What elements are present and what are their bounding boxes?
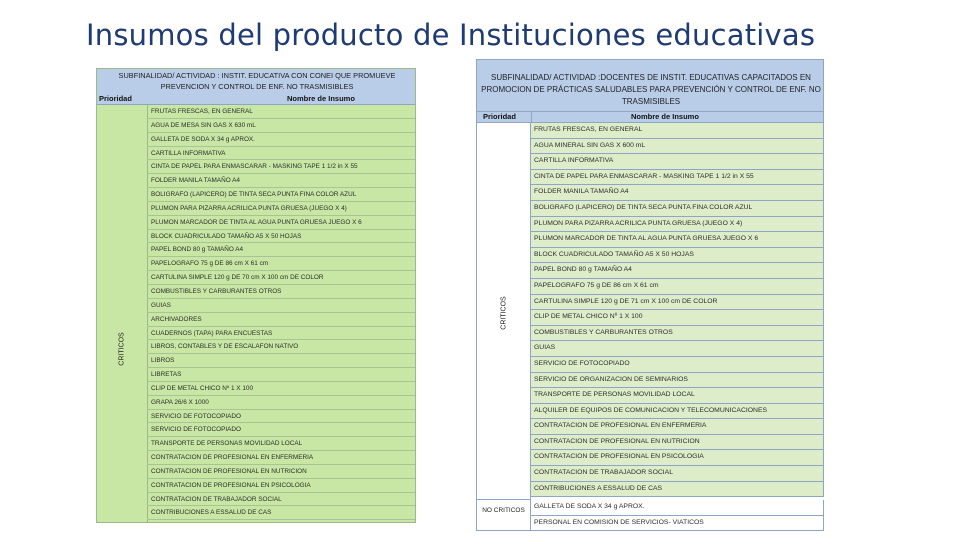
table-row: CUADERNOS (TAPA) PARA ENCUESTAS (147, 327, 415, 341)
right-insumos-table (476, 59, 824, 531)
table-row: COMBUSTIBLES Y CARBURANTES OTROS (530, 326, 824, 342)
table-row: CONTRATACION DE PROFESIONAL EN PSICOLOGIA (530, 450, 824, 466)
table-row: GALLETA DE SODA X 34 g APROX. (147, 133, 415, 147)
table-row: BLOCK CUADRICULADO TAMAÑO A5 X 50 HOJAS (147, 230, 415, 244)
left-priority-cell (97, 105, 148, 522)
right-priority-noncritical-cell (476, 500, 531, 531)
table-row: LIBROS (147, 354, 415, 368)
table-row: AGUA DE MESA SIN GAS X 630 mL (147, 119, 415, 133)
left-priority-label: CRITICOS (118, 332, 126, 366)
table-row: TRANSPORTE DE PERSONAS MOVILIDAD LOCAL (147, 437, 415, 451)
table-row: CLIP DE METAL CHICO Nº 1 X 100 (530, 310, 824, 326)
table-row: PAPELOGRAFO 75 g DE 86 cm X 61 cm (530, 279, 824, 295)
right-noncritical-rows (530, 500, 824, 531)
table-row: SERVICIO DE FOTOCOPIADO (147, 423, 415, 437)
table-row: PLUMON MARCADOR DE TINTA AL AGUA PUNTA GRUESA JUEGO X 6 (530, 232, 824, 248)
table-row: FRUTAS FRESCAS, EN GENERAL (530, 123, 824, 139)
table-row: CARTULINA SIMPLE 120 g DE 70 cm X 100 cm DE COLOR (147, 271, 415, 285)
table-row: SERVICIO DE ORGANIZACION DE SEMINARIOS (530, 373, 824, 389)
right-critical-rows (530, 123, 824, 497)
right-priority-critical-cell (476, 123, 531, 500)
table-row: CONTRIBUCIONES A ESSALUD DE CAS (530, 482, 824, 498)
right-table-header-title: SUBFINALIDAD/ ACTIVIDAD :DOCENTES DE INSTIT. EDUCATIVAS CAPACITADOS EN PROMOCION DE PRÁCTICAS SALUDABLES PARA PREVENCIÓN Y CONTROL DE ENF. NO TRASMISIBLES (481, 73, 821, 106)
table-row: CINTA DE PAPEL PARA ENMASCARAR - MASKING TAPE 1 1/2 in X 55 (530, 170, 824, 186)
table-row: CARTULINA SIMPLE 120 g DE 71 cm X 100 cm DE COLOR (530, 295, 824, 311)
table-row: TRANSPORTE DE PERSONAS MOVILIDAD LOCAL (530, 388, 824, 404)
table-row: SERVICIO DE FOTOCOPIADO (530, 357, 824, 373)
table-row: PAPELOGRAFO 75 g DE 86 cm X 61 cm (147, 257, 415, 271)
table-row: LIBRETAS (147, 368, 415, 382)
table-row: COMBUSTIBLES Y CARBURANTES OTROS (147, 285, 415, 299)
table-row: PAPEL BOND 80 g TAMAÑO A4 (147, 243, 415, 257)
table-row: GUIAS (530, 341, 824, 357)
table-row: GUIAS (147, 299, 415, 313)
table-row: BOLIGRAFO (LAPICERO) DE TINTA SECA PUNTA FINA COLOR AZUL (530, 201, 824, 217)
left-col-name: Nombre de Insumo (287, 94, 355, 103)
right-column-header (476, 112, 824, 123)
table-row: CARTILLA INFORMATIVA (530, 154, 824, 170)
left-insumos-table (96, 68, 416, 523)
table-row: FOLDER MANILA TAMAÑO A4 (147, 174, 415, 188)
table-row: BLOCK CUADRICULADO TAMAÑO A5 X 50 HOJAS (530, 248, 824, 264)
table-row: PLUMON PARA PIZARRA ACRILICA PUNTA GRUESA (JUEGO X 4) (147, 202, 415, 216)
table-row: CONTRATACION DE PROFESIONAL EN ENFERMERIA (147, 451, 415, 465)
right-col-priority: Prioridad (483, 112, 516, 121)
table-row: PAPEL BOND 80 g TAMAÑO A4 (530, 263, 824, 279)
table-row: ALQUILER DE EQUIPOS DE COMUNICACION Y TELECOMUNICACIONES (530, 404, 824, 420)
table-row: FOLDER MANILA TAMAÑO A4 (530, 185, 824, 201)
table-row: CONTRATACION DE PROFESIONAL EN ENFERMERIA (530, 419, 824, 435)
table-row: PERSONAL EN COMISION DE SERVICIOS- VIATICOS (530, 516, 824, 532)
table-row: LIBROS, CONTABLES Y DE ESCALAFON NATIVO (147, 340, 415, 354)
right-table-header (476, 59, 824, 112)
table-row: PLUMON MARCADOR DE TINTA AL AGUA PUNTA GRUESA JUEGO X 6 (147, 216, 415, 230)
table-row: CONTRATACION DE TRABAJADOR SOCIAL (530, 466, 824, 482)
table-row: CONTRATACION DE PROFESIONAL EN NUTRICION (147, 465, 415, 479)
left-table-header (97, 69, 415, 105)
left-rows (147, 105, 415, 522)
right-priority-noncritical-label: NO CRITICOS (482, 507, 525, 514)
table-row: GRAPA 26/6 X 1000 (147, 396, 415, 410)
right-col-divider (531, 112, 532, 122)
table-row: SERVICIO DE FOTOCOPIADO (147, 410, 415, 424)
table-row: CONTRIBUCIONES A ESSALUD DE CAS (147, 506, 415, 520)
left-col-priority: Prioridad (99, 94, 132, 103)
table-row: CONTRATACION DE PROFESIONAL EN PSICOLOGIA (147, 479, 415, 493)
page-title: Insumos del producto de Instituciones educativas (86, 18, 816, 52)
table-row: CLIP DE METAL CHICO Nº 1 X 100 (147, 382, 415, 396)
table-row: CONTRATACION DE PROFESIONAL EN NUTRICION (530, 435, 824, 451)
left-table-header-title: SUBFINALIDAD/ ACTIVIDAD : INSTIT. EDUCATIVA CON CONEI QUE PROMUEVE PREVENCION Y CONTROL DE ENF. NO TRASMISIBLES (118, 71, 396, 91)
table-row: PLUMON PARA PIZARRA ACRILICA PUNTA GRUESA (JUEGO X 4) (530, 217, 824, 233)
right-priority-critical-label: CRITICOS (500, 296, 508, 330)
table-row: CINTA DE PAPEL PARA ENMASCARAR - MASKING TAPE 1 1/2 in X 55 (147, 160, 415, 174)
table-row: FRUTAS FRESCAS, EN GENERAL (147, 105, 415, 119)
table-row: GALLETA DE SODA X 34 g APROX. (530, 500, 824, 516)
table-row: BOLIGRAFO (LAPICERO) DE TINTA SECA PUNTA FINA COLOR AZUL (147, 188, 415, 202)
table-row: CARTILLA INFORMATIVA (147, 147, 415, 161)
table-row: CONTRATACION DE TRABAJADOR SOCIAL (147, 493, 415, 507)
table-row: ARCHIVADORES (147, 313, 415, 327)
table-row: AGUA MINERAL SIN GAS X 600 mL (530, 139, 824, 155)
right-col-name: Nombre de Insumo (631, 112, 699, 121)
